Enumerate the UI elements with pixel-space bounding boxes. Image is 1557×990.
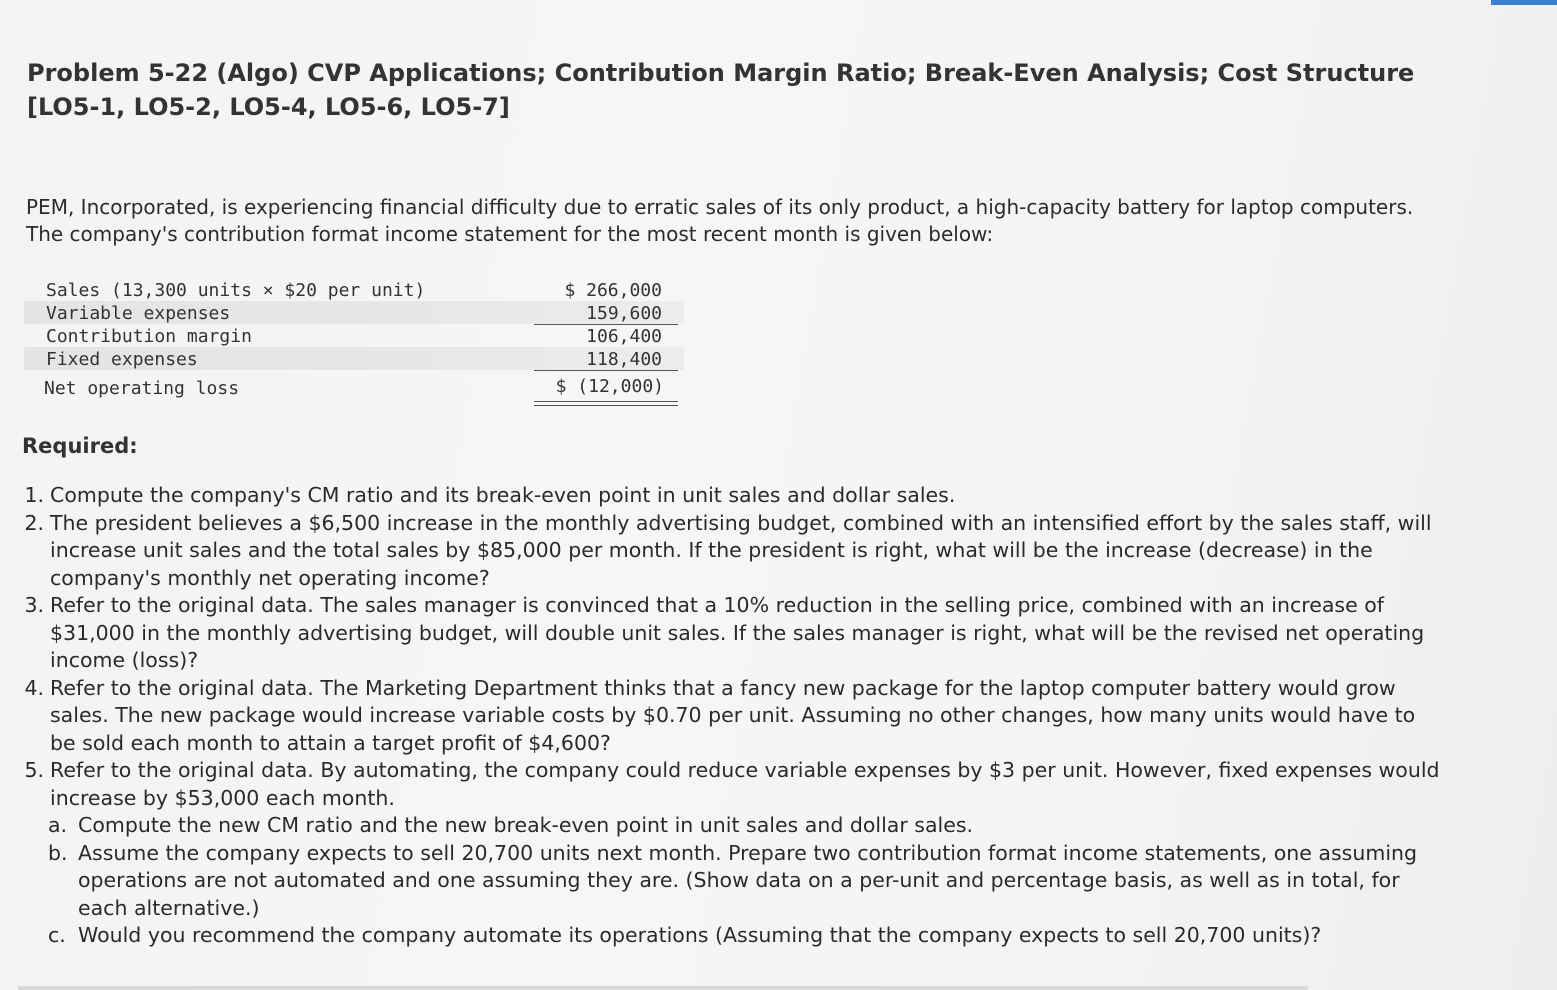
requirement-item bbox=[14, 675, 1444, 758]
requirement-number: 4. bbox=[24, 675, 44, 700]
sub-requirement-item bbox=[18, 812, 1444, 840]
sub-requirement-text: Compute the new CM ratio and the new break-even point in unit sales and dollar sales. bbox=[78, 813, 974, 837]
requirement-item bbox=[14, 482, 1444, 510]
page-bottom-edge bbox=[18, 986, 1308, 990]
statement-label: Sales (13,300 units × $20 per unit) bbox=[46, 280, 426, 301]
statement-row-sales bbox=[24, 278, 684, 301]
requirement-item bbox=[14, 510, 1444, 593]
required-heading: Required: bbox=[22, 434, 138, 458]
problem-title: Problem 5-22 (Algo) CVP Applications; Contribution Margin Ratio; Break-Even Analysis; Cost Structure [LO5-1, LO5-2, LO5-4, LO5-6, LO5-7] bbox=[27, 59, 1415, 121]
double-underline bbox=[534, 401, 678, 406]
requirement-text: The president believes a $6,500 increase in the monthly advertising budget, combined with an intensified effort by the sales staff, will increase unit sales and the total sales by $85,000 per month. If the president is right, what will be the increase (decrease) in the company's monthly net operating income? bbox=[50, 510, 1432, 590]
statement-value: 106,400 bbox=[586, 326, 662, 347]
statement-value: 159,600 bbox=[586, 303, 662, 324]
requirement-item bbox=[14, 592, 1444, 675]
statement-row-net-operating-loss bbox=[24, 376, 684, 406]
top-accent-bar bbox=[1491, 0, 1557, 5]
requirement-text: Refer to the original data. The sales manager is convinced that a 10% reduction in the selling price, combined with an increase of $31,000 in the monthly advertising budget, will double unit sales. If the sales manager is right, what will be the revised net operating income (loss)? bbox=[50, 593, 1425, 672]
statement-label: Net operating loss bbox=[44, 378, 240, 399]
sub-requirement-letter: a. bbox=[48, 813, 68, 837]
requirement-number: 3. bbox=[24, 593, 44, 617]
requirement-text: Refer to the original data. By automating, the company could reduce variable expenses by $3 per unit. However, fixed expenses would increase by $53,000 each month. bbox=[50, 758, 1440, 810]
requirement-text: Compute the company's CM ratio and its break-even point in unit sales and dollar sales. bbox=[50, 483, 956, 507]
requirements-list bbox=[14, 482, 1444, 950]
requirement-number: 2. bbox=[24, 510, 44, 535]
statement-row-fixed-expenses bbox=[24, 347, 684, 370]
statement-label: Variable expenses bbox=[46, 303, 231, 324]
requirement-item bbox=[14, 757, 1444, 950]
sub-requirement-text: Would you recommend the company automate its operations (Assuming that the company expects to sell 20,700 units)? bbox=[78, 923, 1322, 947]
statement-row-contribution-margin bbox=[24, 324, 684, 347]
sub-requirement-item bbox=[18, 840, 1444, 923]
statement-value: $ 266,000 bbox=[564, 280, 662, 301]
requirement-number: 5. bbox=[24, 758, 44, 782]
sub-requirement-letter: c. bbox=[48, 923, 66, 947]
income-statement bbox=[24, 278, 684, 406]
sub-requirement-text: Assume the company expects to sell 20,700 units next month. Prepare two contribution format income statements, one assuming operations are not automated and one assuming they are. (Show data on a per-unit and percentage basis, as well as in total, for each alternative.) bbox=[78, 840, 1418, 920]
sub-requirement-letter: b. bbox=[48, 840, 68, 865]
statement-label: Fixed expenses bbox=[46, 349, 198, 370]
statement-row-variable-expenses bbox=[24, 301, 684, 324]
sub-requirement-item bbox=[18, 922, 1444, 950]
problem-intro: PEM, Incorporated, is experiencing financial difficulty due to erratic sales of its only product, a high-capacity battery for laptop computers. The company's contribution format income statement for the most recent month is given below: bbox=[26, 195, 1414, 246]
statement-value: $ (12,000) bbox=[555, 376, 664, 397]
requirement-number: 1. bbox=[24, 483, 44, 507]
statement-value: 118,400 bbox=[586, 349, 662, 370]
requirement-text: Refer to the original data. The Marketing Department thinks that a fancy new package for the laptop computer battery would grow sales. The new package would increase variable costs by $0.70 per unit. Assuming no other changes, how many units would have to be sold each month to attain a target profit of $4,600? bbox=[50, 675, 1416, 755]
statement-label: Contribution margin bbox=[46, 326, 252, 347]
